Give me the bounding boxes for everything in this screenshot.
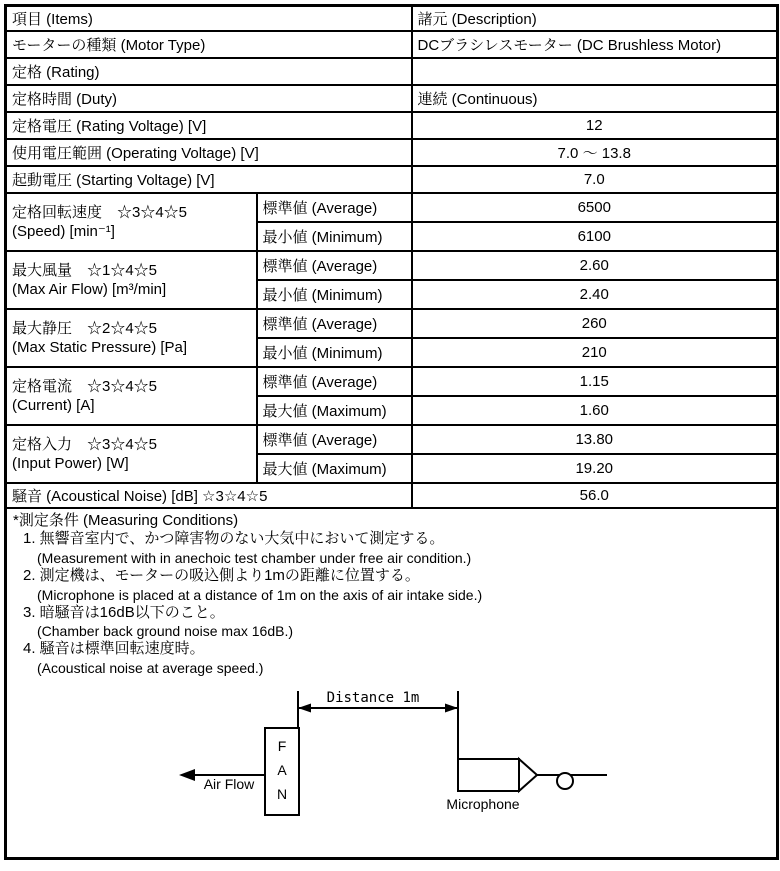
distance-label: Distance 1m bbox=[326, 689, 420, 706]
row-value: 1.60 bbox=[412, 396, 778, 425]
note-4-jp: 4. 騒音は標準回転速度時。 bbox=[23, 640, 205, 658]
dimension-arrow-right-icon bbox=[445, 703, 458, 712]
note-4-en: (Acoustical noise at average speed.) bbox=[37, 659, 264, 676]
microphone-body-icon bbox=[458, 759, 519, 791]
spec-sheet bbox=[4, 4, 776, 860]
spec-table bbox=[4, 4, 779, 860]
row-value: 7.0 ～ 13.8 bbox=[412, 139, 778, 166]
row-value: 2.60 bbox=[412, 251, 778, 280]
table-row-airflow-average bbox=[6, 251, 778, 280]
dimension-arrow-left-icon bbox=[298, 703, 311, 712]
table-row-starting-voltage bbox=[6, 166, 778, 193]
air-flow-label: Air Flow bbox=[203, 775, 255, 792]
cable-loop-icon bbox=[557, 773, 573, 789]
sub-label: 最小値 (Minimum) bbox=[257, 338, 412, 367]
row-label-pressure bbox=[6, 309, 257, 367]
header-description: 諸元 (Description) bbox=[412, 6, 778, 32]
row-value: DCブラシレスモーター (DC Brushless Motor) bbox=[412, 31, 778, 58]
row-label-jp: 定格入力 ☆3☆4☆5 bbox=[12, 435, 158, 453]
sub-label: 最小値 (Minimum) bbox=[257, 222, 412, 251]
row-label-en: (Max Air Flow) [m³/min] bbox=[12, 281, 167, 298]
row-value: 1.15 bbox=[412, 367, 778, 396]
row-label: 使用電圧範囲 (Operating Voltage) [V] bbox=[6, 139, 412, 166]
fan-letter-n: N bbox=[276, 785, 288, 802]
table-row-rating bbox=[6, 58, 778, 85]
row-label: 起動電圧 (Starting Voltage) [V] bbox=[6, 166, 412, 193]
note-3-en: (Chamber back ground noise max 16dB.) bbox=[37, 623, 294, 640]
sub-label: 標準値 (Average) bbox=[257, 309, 412, 338]
row-value: 2.40 bbox=[412, 280, 778, 309]
sub-label: 標準値 (Average) bbox=[257, 251, 412, 280]
note-3-jp: 3. 暗騒音は16dB以下のこと。 bbox=[23, 603, 225, 621]
row-label: 定格時間 (Duty) bbox=[6, 85, 412, 112]
note-2-jp: 2. 測定機は、モーターの吸込側より1mの距離に位置する。 bbox=[23, 567, 420, 585]
table-row-noise bbox=[6, 483, 778, 508]
row-label: モーターの種類 (Motor Type) bbox=[6, 31, 412, 58]
row-label-current bbox=[6, 367, 257, 425]
sub-label: 標準値 (Average) bbox=[257, 425, 412, 454]
table-row-input-average bbox=[6, 425, 778, 454]
row-label: 定格 (Rating) bbox=[6, 58, 412, 85]
row-value: 12 bbox=[412, 112, 778, 139]
table-row-operating-voltage bbox=[6, 139, 778, 166]
row-label-jp: 最大風量 ☆1☆4☆5 bbox=[12, 261, 158, 279]
row-value: 260 bbox=[412, 309, 778, 338]
row-label-jp: 最大静圧 ☆2☆4☆5 bbox=[12, 319, 158, 337]
row-value: 連続 (Continuous) bbox=[412, 85, 778, 112]
table-row-duty bbox=[6, 85, 778, 112]
row-value: 6500 bbox=[412, 193, 778, 222]
row-label-airflow bbox=[6, 251, 257, 309]
row-label-en: (Input Power) [W] bbox=[12, 455, 129, 472]
sub-label: 標準値 (Average) bbox=[257, 193, 412, 222]
row-value: 210 bbox=[412, 338, 778, 367]
table-row-rating-voltage bbox=[6, 112, 778, 139]
table-row-pressure-average bbox=[6, 309, 778, 338]
row-label-en: (Max Static Pressure) [Pa] bbox=[12, 339, 188, 356]
row-value: 56.0 bbox=[412, 483, 778, 508]
measuring-conditions-cell bbox=[6, 508, 778, 858]
row-value: 6100 bbox=[412, 222, 778, 251]
row-label-jp: 定格回転速度 ☆3☆4☆5 bbox=[12, 203, 188, 221]
table-row-current-average bbox=[6, 367, 778, 396]
sub-label: 最大値 (Maximum) bbox=[257, 396, 412, 425]
note-1-jp: 1. 無響音室内で、かつ障害物のない大気中において測定する。 bbox=[23, 530, 445, 548]
row-label-speed bbox=[6, 193, 257, 251]
note-1-en: (Measurement with in anechoic test chamber under free air condition.) bbox=[37, 549, 472, 566]
header-row bbox=[6, 6, 778, 32]
measuring-conditions bbox=[11, 512, 772, 677]
row-label-en: (Current) [A] bbox=[12, 397, 95, 414]
sub-label: 標準値 (Average) bbox=[257, 367, 412, 396]
microphone-tip-icon bbox=[519, 759, 537, 791]
notes-title: *測定条件 (Measuring Conditions) bbox=[13, 512, 239, 529]
row-value bbox=[412, 58, 778, 85]
table-row-motor-type bbox=[6, 31, 778, 58]
row-label: 騒音 (Acoustical Noise) [dB] ☆3☆4☆5 bbox=[6, 483, 412, 508]
row-label-jp: 定格電流 ☆3☆4☆5 bbox=[12, 377, 158, 395]
fan-letter-f: F bbox=[277, 737, 287, 754]
microphone-label: Microphone bbox=[446, 795, 520, 812]
row-label: 定格電圧 (Rating Voltage) [V] bbox=[6, 112, 412, 139]
note-2-en: (Microphone is placed at a distance of 1m on the axis of air intake side.) bbox=[37, 586, 483, 603]
row-value: 7.0 bbox=[412, 166, 778, 193]
measurement-diagram bbox=[11, 685, 775, 845]
sub-label: 最大値 (Maximum) bbox=[257, 454, 412, 483]
fan-letter-a: A bbox=[277, 761, 287, 778]
row-value: 13.80 bbox=[412, 425, 778, 454]
row-value: 19.20 bbox=[412, 454, 778, 483]
row-label-en: (Speed) [min⁻¹] bbox=[12, 223, 115, 240]
row-label-input-power bbox=[6, 425, 257, 483]
sub-label: 最小値 (Minimum) bbox=[257, 280, 412, 309]
notes-row bbox=[6, 508, 778, 858]
table-row-speed-average bbox=[6, 193, 778, 222]
air-flow-arrowhead-icon bbox=[179, 769, 195, 781]
header-items: 項目 (Items) bbox=[6, 6, 412, 32]
